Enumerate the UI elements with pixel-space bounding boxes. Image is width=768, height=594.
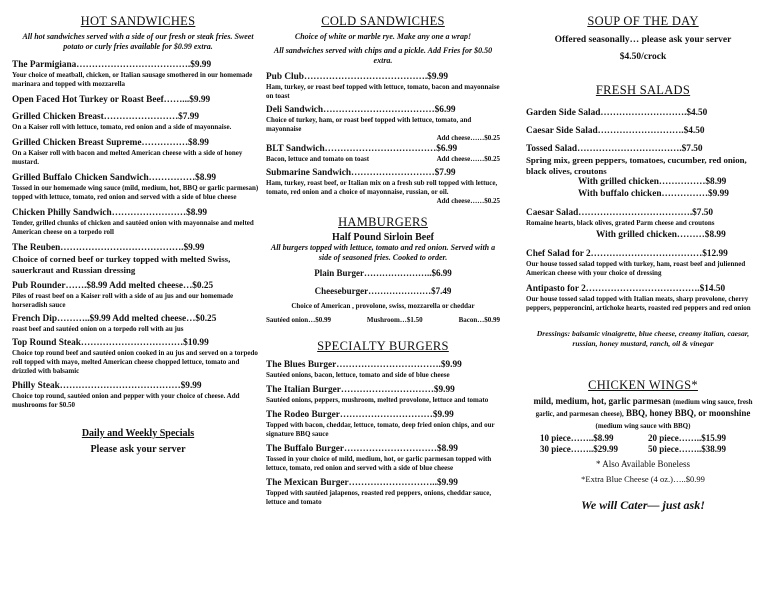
item-line: Pub Rounder…….$8.99 Add melted cheese…$0.25 [12,281,214,291]
wings-blue-cheese: *Extra Blue Cheese (4 oz.)…..$0.99 [581,474,705,484]
extra-mushroom: Mushroom…$1.50 [366,316,423,324]
item-line: The Italian Burger…………………………$9.99 [266,385,455,395]
tossed-salad-desc: Spring mix, green peppers, tomatoes, cucumber, red onion, black olives, croutons [526,155,747,176]
hot-sandwich-item [12,60,264,89]
hot-sandwiches-heading: HOT SANDWICHES [80,14,196,28]
item-desc: Choice of corned beef or turkey topped with melted Swiss, sauerkraut and Russian dressing [12,254,231,275]
item-line: The Reuben………………………………….$9.99 [12,243,205,253]
specialty-burgers-heading: SPECIALTY BURGERS [317,339,449,353]
item-desc: Piles of roast beef on a Kaiser roll with a side of au jus and our homemade horseradish sauce [12,292,234,309]
specials-text: Please ask your server [90,444,186,455]
wings-50-piece: 50 piece……..$38.99 [648,444,726,454]
hot-sandwich-item [12,381,264,410]
cheese-choice: Choice of American , provolone, swiss, mozzarella or cheddar [291,302,475,310]
item-add-cheese: Add cheese……$0.25 [436,197,500,205]
wings-flavors-a: mild, medium, hot, garlic parmesan [533,396,671,406]
item-desc: Bacon, lettuce and tomato on toast [266,155,370,163]
dressings-list: Dressings: balsamic vinaigrette, blue cheese, creamy italian, caesar, russian, honey mustard, ranch, oil & vinegar [536,329,750,348]
item-desc: Sautéed onions, peppers, mushroom, melted provolone, lettuce and tomato [266,396,489,404]
plain-burger: Plain Burger…………………..$6.99 [314,268,452,278]
tossed-salad: Tossed Salad…………………………….$7.50 [526,144,703,154]
soup-price: $4.50/crock [619,52,667,62]
soup-heading: SOUP OF THE DAY [587,14,699,28]
item-desc: Tossed in our homemade wing sauce (mild, medium, hot, BBQ or garlic parmesan) topped with lettuce, tomato, red onion and served with a side of blue cheese [12,184,259,201]
wings-flavors [526,396,760,432]
caesar-salad-desc: Romaine hearts, black olives, grated Parm cheese and croutons [526,219,715,227]
hot-sandwich-item [12,173,264,202]
chef-salad: Chef Salad for 2………………………………$12.99 [526,249,728,259]
wings-30-piece: 30 piece……..$29.99 [540,444,618,454]
item-desc: Topped with bacon, cheddar, lettuce, tomato, deep fried onion chips, and our signature BBQ sauce [266,421,495,438]
item-line: The Parmigiana……………………………….$9.99 [12,60,212,70]
garden-side-salad: Garden Side Salad……………………….$4.50 [526,108,708,118]
hot-sandwich-item [12,208,264,237]
hot-sandwich-item [12,338,264,376]
specialty-burger-item [266,410,500,439]
specials-block [12,428,264,455]
tossed-grilled-chicken: With grilled chicken……………$8.99 [578,177,727,187]
item-line: French Dip………..$9.99 Add melted cheese…$0.25 [12,314,217,324]
specialty-burger-item [266,478,500,507]
item-desc: Choice top round beef and sautéed onion cooked in au jus and served on a torpedo roll topped with mayo, melted American cheese chopped lettuce, tomato and drizzled with balsamic [12,349,258,375]
cheeseburger: Cheeseburger…………………$7.49 [314,286,452,296]
item-desc: Topped with sautéed jalapenos, roasted red peppers, onions, cheddar sauce, lettuce and tomato [266,489,492,506]
specialty-burger-item [266,444,500,473]
wings-10-piece: 10 piece……..$8.99 [540,433,614,443]
item-desc: Sautéed onions, bacon, lettuce, tomato and side of blue cheese [266,371,450,379]
item-add-cheese: Add cheese……$0.25 [436,134,500,142]
wings-boneless: * Also Available Boneless [595,459,691,469]
item-line: The Rodeo Burger…………………………$9.99 [266,410,454,420]
item-desc: Ham, turkey, or roast beef topped with lettuce, tomato, bacon and mayonnaise on toast [266,83,500,100]
item-line: Chicken Philly Sandwich……………………$8.99 [12,208,208,218]
wings-prices-row-2 [526,444,760,455]
specialty-burger-item [266,385,500,405]
item-desc: Choice top round, sautéed onion and pepper with your choice of cheese. Add mushrooms for $0.50 [12,392,240,409]
item-desc: Tender, grilled chunks of chicken and sautéed onion with mayonnaise and melted American cheese on a torpedo roll [12,219,254,236]
item-line: Philly Steak…………………………………$9.99 [12,381,202,391]
cold-sandwich-item [266,168,500,205]
item-line: Grilled Chicken Breast……………………$7.99 [12,112,200,122]
hot-sandwiches-column [12,0,264,455]
soup-text: Offered seasonally… please ask your server [554,35,732,45]
item-desc: roast beef and sautéed onion on a torpedo roll with au jus [12,325,184,333]
extra-bacon: Bacon…$0.99 [458,316,500,324]
caesar-salad: Caesar Salad……………………………….$7.50 [526,208,714,218]
item-add-cheese: Add cheese……$0.25 [436,155,500,163]
item-line: Top Round Steak……………………………$10.99 [12,338,209,348]
cold-sandwiches-subtitle: Choice of white or marble rye. Make any one a wrap! [294,32,472,41]
item-line: Grilled Chicken Breast Supreme……………$8.99 [12,138,209,148]
hot-sandwiches-subtitle: All hot sandwiches served with a side of our fresh or steak fries. Sweet potato or curly fries available for $0.99 extra. [22,32,254,51]
hot-sandwich-item [12,314,264,334]
hamburgers-subheading: Half Pound Sirloin Beef [332,232,434,243]
caesar-grilled-chicken: With grilled chicken………$8.99 [596,230,726,240]
cold-sandwiches-column [266,0,500,507]
cold-sandwiches-subtitle-2: All sandwiches served with chips and a pickle. Add Fries for $0.50 extra. [273,46,493,65]
tossed-buffalo-chicken: With buffalo chicken……………$9.99 [578,189,729,199]
item-desc: On a Kaiser roll with bacon and melted American cheese with a side of honey mustard. [12,149,243,166]
salads-heading: FRESH SALADS [595,83,691,97]
cold-sandwich-item [266,72,500,101]
specials-title: Daily and Weekly Specials [81,428,195,439]
item-line: Submarine Sandwich………………………$7.99 [266,168,456,178]
burger-extras [266,316,500,325]
hamburgers-heading: HAMBURGERS [338,215,428,229]
item-line: Pub Club………………………………….$9.99 [266,72,449,82]
item-desc: Your choice of meatball, chicken, or Italian sausage smothered in our homemade marinara and topped with mozzarella [12,71,253,88]
hot-sandwich-item [12,281,264,310]
caesar-side-salad: Caesar Side Salad……………………….$4.50 [526,126,705,136]
antipasto-salad-desc: Our house tossed salad topped with Italian meats, sharp provolone, cherry peppers, pepperoncini, artichoke hearts, roasted red peppers and red onion [526,295,751,312]
item-desc: Tossed in your choice of mild, medium, hot, or garlic parmesan topped with lettuce, tomato, red onion and served with a side of blue cheese [266,455,492,472]
cold-sandwich-item [266,144,500,164]
soup-salad-column [526,0,760,513]
item-desc: On a Kaiser roll with lettuce, tomato, red onion and a side of mayonnaise. [12,123,232,131]
item-desc: Choice of turkey, ham, or roast beef topped with lettuce, tomato, and mayonnaise [266,116,472,133]
antipasto-salad: Antipasto for 2……………………………….$14.50 [526,284,726,294]
wings-flavors-a-note: (medium wing sauce, fresh garlic, and parmesan cheese), [535,398,753,418]
extra-onion: Sautéed onion…$0.99 [266,316,331,324]
cater-note: We will Cater— just ask! [581,498,705,512]
wings-prices-row-1 [526,433,760,444]
hot-sandwich-item [12,138,264,167]
item-line: The Buffalo Burger…………………………$8.99 [266,444,458,454]
item-desc: Ham, turkey, roast beef, or Italian mix on a fresh sub roll topped with lettuce, tomato, red onion and a choice of mayonnaise, russian, or oil. [266,179,498,196]
hot-sandwich-item [12,95,264,106]
hamburgers-subtitle: All burgers topped with lettuce, tomato and red onion. Served with a side of seasoned fries. Cooked to order. [270,243,496,262]
wings-20-piece: 20 piece……..$15.99 [648,433,726,443]
item-line: Grilled Buffalo Chicken Sandwich……………$8.99 [12,173,217,183]
chef-salad-desc: Our house tossed salad topped with turkey, ham, roast beef and julienned American cheese with your choice of dressing [526,260,746,277]
item-line: The Mexican Burger………………………..$9.99 [266,478,458,488]
wings-heading: CHICKEN WINGS* [588,378,698,392]
cold-sandwiches-heading: COLD SANDWICHES [321,14,445,28]
hot-sandwich-item [12,243,264,275]
item-line: Open Faced Hot Turkey or Roast Beef……...$9.99 [12,95,211,105]
hot-sandwich-item [12,112,264,132]
item-line: Deli Sandwich………………………………$6.99 [266,105,456,115]
wings-flavors-b: BBQ, honey BBQ, or moonshine [625,408,751,418]
item-line: BLT Sandwich………………………………$6.99 [266,144,458,154]
cold-sandwich-item [266,105,500,142]
item-line: The Blues Burger…………………………….$9.99 [266,360,462,370]
specialty-burger-item [266,360,500,380]
wings-flavors-b-note: (medium wing sauce with BBQ) [595,422,691,430]
